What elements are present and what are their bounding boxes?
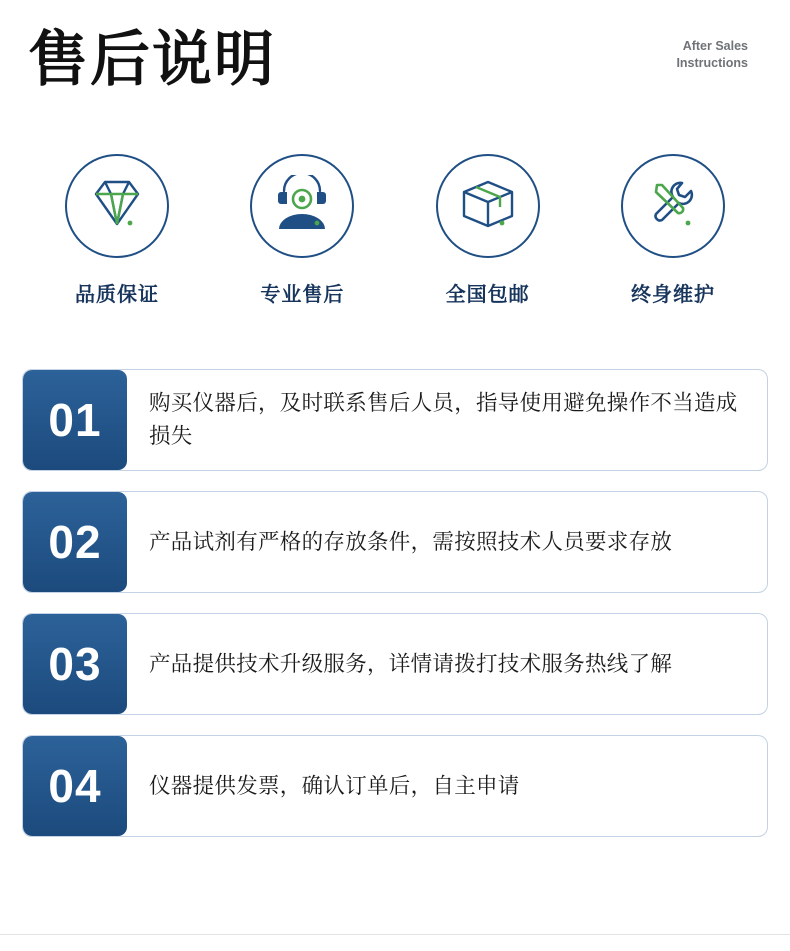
feature-circle <box>436 154 540 258</box>
instruction-number: 03 <box>23 614 127 714</box>
instruction-number: 01 <box>23 370 127 470</box>
feature-item-maintenance <box>608 154 738 307</box>
instruction-list <box>0 369 790 837</box>
feature-circle <box>65 154 169 258</box>
feature-item-support <box>237 154 367 307</box>
support-agent-icon <box>271 175 333 238</box>
page-header <box>0 0 790 96</box>
instruction-number: 04 <box>23 736 127 836</box>
feature-circle <box>621 154 725 258</box>
instruction-number: 02 <box>23 492 127 592</box>
page-title-english-line2: Instructions <box>676 55 748 70</box>
bottom-divider <box>0 934 790 935</box>
feature-label: 终身维护 <box>630 284 715 306</box>
feature-list <box>0 96 790 307</box>
instruction-item <box>22 491 768 593</box>
package-box-icon <box>456 174 520 239</box>
instruction-text: 仪器提供发票，确认订单后，自主申请 <box>149 773 520 798</box>
feature-label: 品质保证 <box>75 284 159 306</box>
page-title-english <box>628 38 748 72</box>
diamond-icon <box>84 176 150 237</box>
instruction-text: 产品提供技术升级服务，详情请拨打技术服务热线了解 <box>149 651 673 676</box>
feature-label: 全国包邮 <box>445 284 530 306</box>
tools-icon <box>642 175 704 238</box>
page-title: 售后说明 <box>28 25 276 95</box>
feature-circle <box>250 154 354 258</box>
feature-item-shipping <box>423 154 553 307</box>
instruction-item <box>22 369 768 471</box>
feature-item-quality <box>52 154 182 307</box>
feature-label: 专业售后 <box>260 284 345 306</box>
instruction-item <box>22 735 768 837</box>
instruction-item <box>22 613 768 715</box>
page-title-english-line1: After Sales <box>682 39 748 53</box>
instruction-text: 产品试剂有严格的存放条件，需按照技术人员要求存放 <box>149 529 673 554</box>
instruction-text: 购买仪器后，及时联系售后人员，指导使用避免操作不当造成损失 <box>149 391 738 448</box>
